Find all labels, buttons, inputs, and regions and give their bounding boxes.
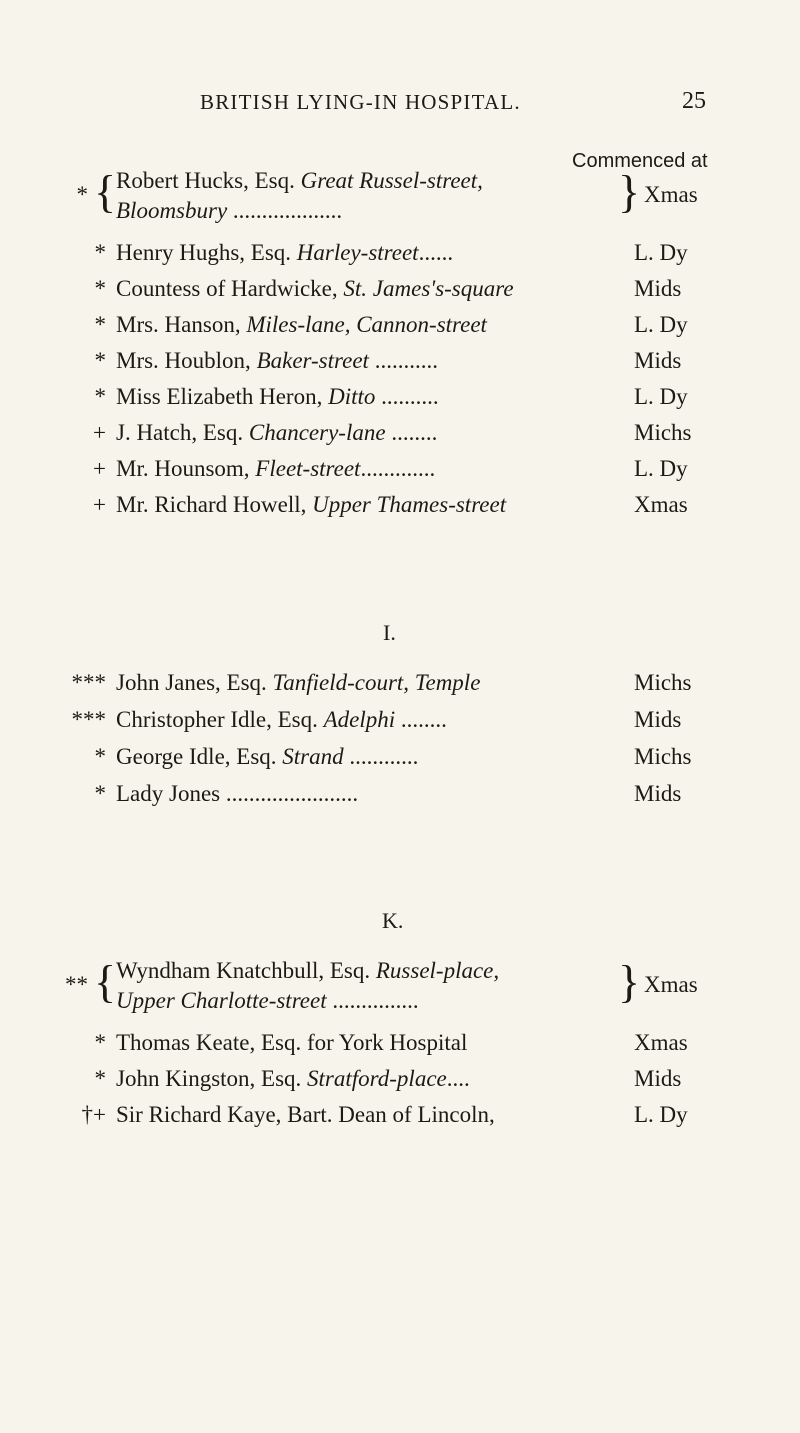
entry-commenced: L. Dy xyxy=(634,384,688,409)
left-brace: { xyxy=(94,956,117,1007)
entry-mark: * xyxy=(94,781,106,806)
entry-braced xyxy=(0,168,800,228)
section-letter-k: K. xyxy=(382,908,404,933)
entry-commenced: Mids xyxy=(634,781,682,806)
entry-row xyxy=(0,312,800,344)
entry-text: George Idle, Esq. Strand ............ xyxy=(116,744,419,769)
entry-row xyxy=(0,384,800,416)
entry-mark: * xyxy=(94,348,106,373)
entry-mark: ** xyxy=(65,972,88,997)
entry-mark: *** xyxy=(71,707,106,732)
entry-text: John Janes, Esq. Tanfield-court, Temple xyxy=(116,670,481,695)
entry-row xyxy=(0,707,800,739)
entry-text: John Kingston, Esq. Stratford-place.... xyxy=(116,1066,470,1091)
column-heading: Commenced at xyxy=(572,150,708,172)
entry-mark: + xyxy=(93,492,106,517)
entry-mark: * xyxy=(94,312,106,337)
entry-text: Lady Jones ....................... xyxy=(116,781,359,806)
left-brace: { xyxy=(94,166,117,217)
entry-commenced: L. Dy xyxy=(634,240,688,265)
entry-commenced: L. Dy xyxy=(634,1102,688,1127)
entry-row xyxy=(0,348,800,380)
entry-text: Henry Hughs, Esq. Harley-street...... xyxy=(116,240,454,265)
entry-text: Thomas Keate, Esq. for York Hospital xyxy=(116,1030,468,1055)
entry-braced xyxy=(0,958,800,1018)
entry-text: Mrs. Houblon, Baker-street ........... xyxy=(116,348,438,373)
entry-row xyxy=(0,276,800,308)
entry-commenced: Xmas xyxy=(634,1030,688,1055)
entry-commenced: Xmas xyxy=(644,182,698,207)
entry-mark: * xyxy=(94,1030,106,1055)
entry-mark: * xyxy=(94,1066,106,1091)
section-letter-i: I. xyxy=(383,620,396,645)
entry-line-2: Bloomsbury ................... xyxy=(116,198,343,223)
entry-mark: * xyxy=(94,744,106,769)
entry-text: Mr. Hounsom, Fleet-street............. xyxy=(116,456,436,481)
running-header: BRITISH LYING-IN HOSPITAL. xyxy=(200,90,521,114)
entry-commenced: Michs xyxy=(634,670,692,695)
entry-text: Christopher Idle, Esq. Adelphi ........ xyxy=(116,707,447,732)
entry-mark: * xyxy=(94,384,106,409)
entry-mark: * xyxy=(76,182,88,207)
entry-mark: †+ xyxy=(81,1102,106,1127)
entry-commenced: Mids xyxy=(634,276,682,301)
entry-row xyxy=(0,492,800,524)
entry-text: J. Hatch, Esq. Chancery-lane ........ xyxy=(116,420,438,445)
entry-row xyxy=(0,1030,800,1062)
entry-line-1: Robert Hucks, Esq. Great Russel-street, xyxy=(116,168,483,193)
entry-row xyxy=(0,1102,800,1134)
entry-line-1: Wyndham Knatchbull, Esq. Russel-place, xyxy=(116,958,500,983)
page-number: 25 xyxy=(682,88,706,114)
entry-mark: * xyxy=(94,240,106,265)
entry-commenced: L. Dy xyxy=(634,456,688,481)
entry-commenced: Mids xyxy=(634,707,682,732)
entry-commenced: L. Dy xyxy=(634,312,688,337)
entry-row xyxy=(0,670,800,702)
entry-commenced: Xmas xyxy=(644,972,698,997)
entry-commenced: Michs xyxy=(634,420,692,445)
entry-text: Countess of Hardwicke, St. James's-square xyxy=(116,276,514,301)
entry-commenced: Mids xyxy=(634,1066,682,1091)
entry-row xyxy=(0,240,800,272)
right-brace: } xyxy=(618,166,641,217)
entry-row xyxy=(0,420,800,452)
entry-row xyxy=(0,1066,800,1098)
right-brace: } xyxy=(618,956,641,1007)
entry-text: Mr. Richard Howell, Upper Thames-street xyxy=(116,492,507,517)
entry-text: Miss Elizabeth Heron, Ditto .......... xyxy=(116,384,439,409)
entry-mark: + xyxy=(93,456,106,481)
entry-text: Mrs. Hanson, Miles-lane, Cannon-street xyxy=(116,312,487,337)
entry-row xyxy=(0,781,800,813)
entry-commenced: Mids xyxy=(634,348,682,373)
entry-mark: + xyxy=(93,420,106,445)
entry-row xyxy=(0,744,800,776)
entry-text: Sir Richard Kaye, Bart. Dean of Lincoln, xyxy=(116,1102,495,1127)
entry-line-2: Upper Charlotte-street ............... xyxy=(116,988,419,1013)
entry-mark: * xyxy=(94,276,106,301)
entry-commenced: Michs xyxy=(634,744,692,769)
entry-mark: *** xyxy=(71,670,106,695)
entry-row xyxy=(0,456,800,488)
entry-commenced: Xmas xyxy=(634,492,688,517)
